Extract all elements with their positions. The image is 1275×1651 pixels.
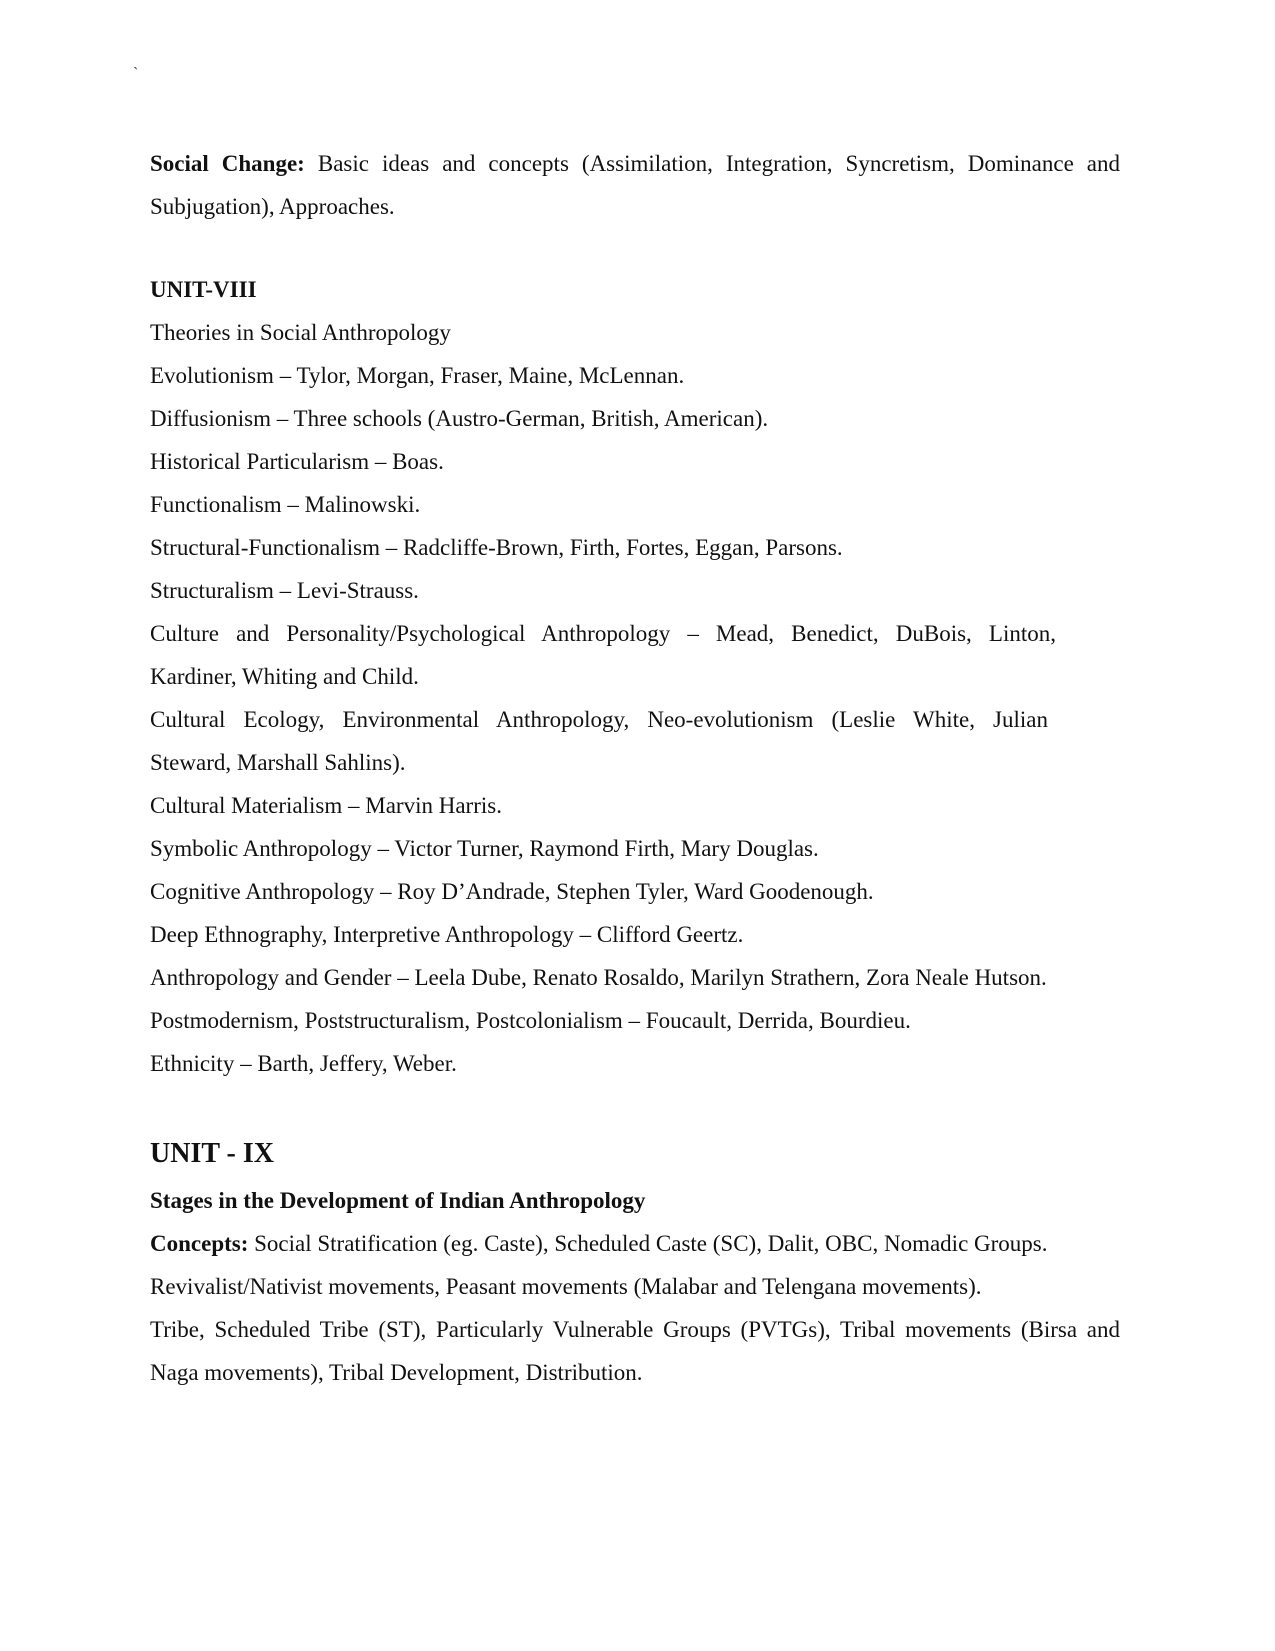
theory-item: Cultural Materialism – Marvin Harris. [150, 793, 502, 818]
theory-item: Diffusionism – Three schools (Austro-German, British, American). [150, 406, 769, 431]
theory-item: Postmodernism, Poststructuralism, Postcolonialism – Foucault, Derrida, Bourdieu. [150, 1008, 911, 1033]
unit-9-subheading: Stages in the Development of Indian Anthropology [150, 1188, 646, 1213]
unit-9-tribe: Tribe, Scheduled Tribe (ST), Particularly Vulnerable Groups (PVTGs), Tribal movements (Birsa and Naga movements), Tribal Development, Distribution. [150, 1317, 1120, 1385]
theory-item: Historical Particularism – Boas. [150, 449, 444, 474]
theory-item: Structuralism – Levi-Strauss. [150, 578, 419, 603]
document-content [150, 142, 1120, 1394]
theory-item: Anthropology and Gender – Leela Dube, Renato Rosaldo, Marilyn Strathern, Zora Neale Hutson. [150, 965, 1047, 990]
theory-item: Evolutionism – Tylor, Morgan, Fraser, Maine, McLennan. [150, 363, 685, 388]
theory-item: Symbolic Anthropology – Victor Turner, Raymond Firth, Mary Douglas. [150, 836, 819, 861]
unit-9-heading: UNIT - IX [150, 1138, 274, 1169]
social-change-label: Social Change: [150, 151, 305, 176]
corner-mark: ` [133, 65, 139, 82]
theory-item: Deep Ethnography, Interpretive Anthropology – Clifford Geertz. [150, 922, 744, 947]
theory-item: Culture and Personality/Psychological Anthropology – Mead, Benedict, DuBois, Linton, Kardiner, Whiting and Child. [150, 621, 1056, 689]
unit-8-theory-list [150, 354, 1120, 1085]
unit-9-concepts [150, 1222, 1120, 1265]
concepts-label: Concepts: [150, 1231, 249, 1256]
unit-9-movements: Revivalist/Nativist movements, Peasant movements (Malabar and Telengana movements). [150, 1274, 982, 1299]
theory-item: Functionalism – Malinowski. [150, 492, 421, 517]
theory-item: Cultural Ecology, Environmental Anthropology, Neo-evolutionism (Leslie White, Julian Steward, Marshall Sahlins). [150, 707, 1048, 775]
social-change-paragraph [150, 142, 1120, 228]
unit-8-heading: UNIT-VIII [150, 277, 257, 302]
theory-item: Cognitive Anthropology – Roy D’Andrade, Stephen Tyler, Ward Goodenough. [150, 879, 874, 904]
theory-item: Ethnicity – Barth, Jeffery, Weber. [150, 1051, 457, 1076]
concepts-text: Social Stratification (eg. Caste), Scheduled Caste (SC), Dalit, OBC, Nomadic Groups. [248, 1231, 1048, 1256]
theory-item: Structural-Functionalism – Radcliffe-Brown, Firth, Fortes, Eggan, Parsons. [150, 535, 843, 560]
social-change-text: Basic ideas and concepts (Assimilation, Integration, Syncretism, Dominance and Subjugation), Approaches. [150, 151, 1121, 219]
unit-8-title: Theories in Social Anthropology [150, 320, 451, 345]
